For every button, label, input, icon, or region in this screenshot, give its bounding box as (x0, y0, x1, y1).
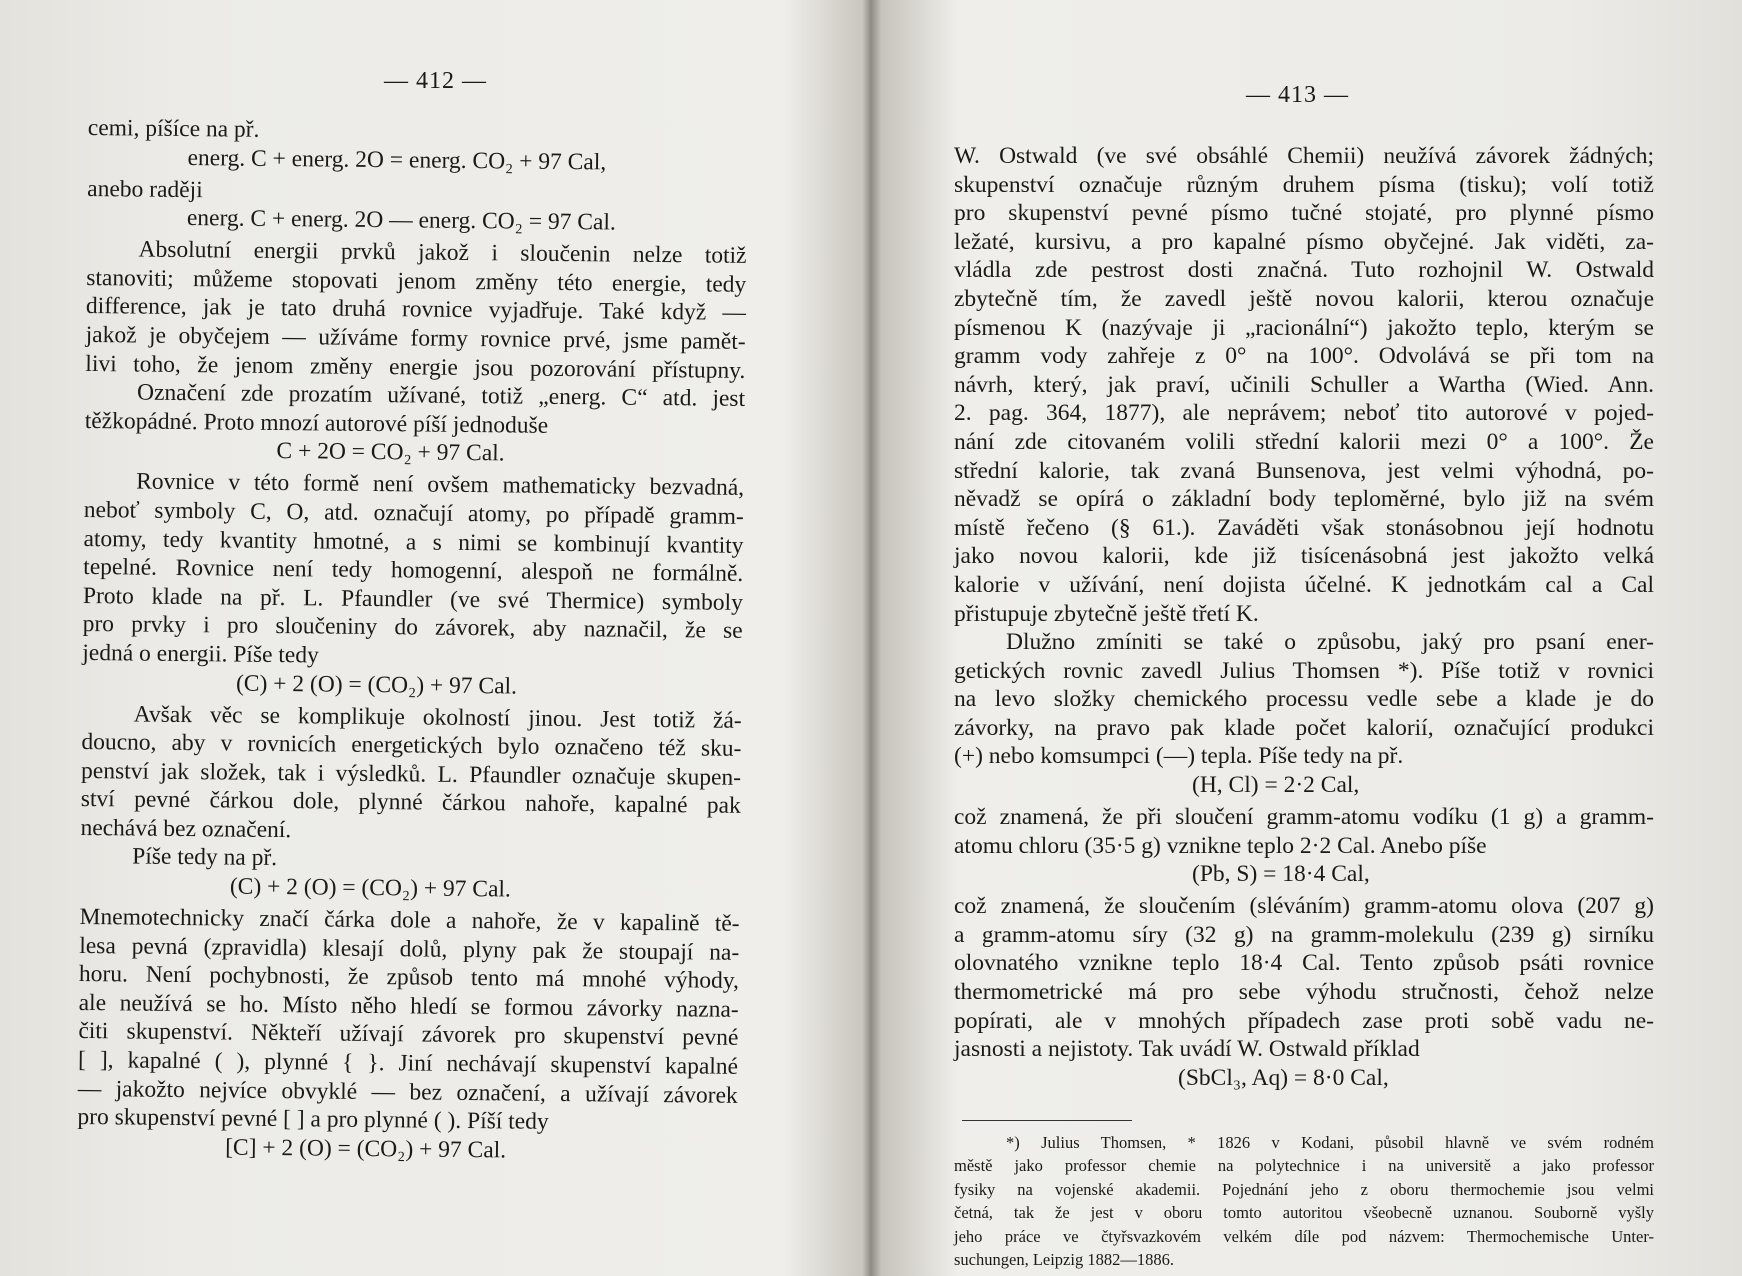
text-line: Označení zde prozatím užívané, totiž „energ. C“ atd. jest (136, 379, 746, 413)
text-line: jasnosti a nejistoty. Tak uvádí W. Ostwald příklad (954, 1036, 1420, 1063)
page-number: — 412 — (384, 68, 487, 94)
text-line: jeho práce ve čtyřsvazkovém velkém díle pod názvem: Thermochemische Unter- (954, 1226, 1654, 1246)
text-line: livi toho, že jenom změny energie jsou pozorování přístupny. (85, 350, 746, 384)
equation-line: [C] + 2 (O) = (CO₂) + 97 Cal. (225, 1134, 507, 1164)
text-line: difference, jak je tato druhá rovnice vyjadřuje. Také když — (85, 293, 747, 327)
text-line: vládla zde pestrost dosti značná. Tuto rozhojnil W. Ostwald (954, 257, 1654, 284)
equation-line: (C) + 2 (O) = (CO₂) + 97 Cal. (235, 670, 518, 700)
text-line: anebo raději (87, 175, 203, 203)
text-line: horu. Není pochybnosti, že způsob tento má mnohé výhody, (78, 961, 740, 995)
left-text-column (77, 114, 748, 1171)
text-line: — jakožto nejvíce obvyklé — bez označení, a užívají závorek (77, 1075, 738, 1109)
text-line: penství jak složek, tak i výsledků. L. Pfaundler označuje skupen- (80, 757, 742, 791)
text-line: fysiky na vojenské akademii. Pojednání jeho z oboru thermochemie jsou velmi (954, 1179, 1654, 1199)
text-line: Proto klade na př. L. Pfaundler (ve své Thermice) symboly (82, 582, 744, 616)
text-line: přistupuje zbytečně ještě třetí K. (954, 600, 1259, 627)
text-line: čiti skupenství. Někteří užívají závorek pro skupenství pevné (78, 1018, 739, 1052)
footnote (954, 1131, 1654, 1272)
text-line: těžkopádné. Proto mnozí autorové píší jednoduše (84, 407, 549, 439)
equation-line: (Pb, S) = 18·4 Cal, (1192, 861, 1370, 888)
text-line: pro skupenství pevné písmo tučné stojaté, pro plynné písmo (954, 200, 1654, 227)
text-line: zbytečně tím, že zavedl ještě novou kalorii, kterou označuje (954, 285, 1654, 312)
text-line: lesa pevná (zpravidla) klesají dolů, plyny pak že stoupají na- (79, 932, 740, 966)
equation-line: (H, Cl) = 2·2 Cal, (1192, 772, 1360, 799)
equation-line: (SbCl₃, Aq) = 8·0 Cal, (1178, 1064, 1389, 1091)
text-line: Dlužno zmíniti se také o způsobu, jaký pro psaní ener- (1006, 629, 1654, 656)
text-line: suchungen, Leipzig 1882—1886. (954, 1250, 1174, 1270)
text-line: getických rovnic zavedl Julius Thomsen *). Píše totiž v rovnici (954, 657, 1654, 684)
text-line: místě řečeno (§ 61.). Zaváděti však stonásobnou její hodnotu (954, 514, 1654, 541)
text-line: pro prvky i pro sloučeniny do závorek, aby naznačil, že se (82, 611, 743, 645)
text-line: thermometrické má pro sebe výhodu stručnosti, čehož nelze (954, 979, 1654, 1006)
text-line: Rovnice v této formě není ovšem mathematicky bezvadná, (136, 468, 745, 502)
text-line: městě jako professor chemie na polytechnice i na universitě a jako professor (954, 1156, 1654, 1176)
text-line: kalorie v užívání, není dojista účelné. K jednotkám cal a Cal (954, 571, 1654, 598)
text-line: jedná o energii. Píše tedy (82, 639, 319, 669)
equation-line: (C) + 2 (O) = (CO₂) + 97 Cal. (229, 873, 512, 903)
text-line: četná, tak že jest v oboru tomto autoritou všeobecně uznanou. Souborně vyšly (954, 1203, 1654, 1223)
text-line: což znamená, že při sloučení gramm-atomu vodíku (1 g) a gramm- (954, 804, 1654, 831)
text-line: jako novou kalorii, kde již tisícenásobná jest jakožto velká (954, 543, 1654, 570)
text-line: *) Julius Thomsen, * 1826 v Kodani, působil hlavně ve svém rodném (1006, 1132, 1654, 1152)
right-page (872, 0, 1742, 1276)
text-line: cemi, píšíce na př. (87, 114, 260, 143)
text-line: střední kalorie, tak zvaná Bunsenova, jest velmi výhodná, po- (954, 457, 1654, 484)
text-line: ale neužívá se ho. Místo něho hledí se formou závorky nazna- (78, 989, 739, 1023)
equation-line: energ. C + energ. 2O — energ. CO₂ = 97 Cal. (186, 205, 616, 236)
text-line: doucno, aby v rovnicích energetických bylo označeno též sku- (81, 729, 742, 762)
text-line: Absolutní energii prvků jakož i sloučenin nelze totiž (138, 236, 747, 270)
text-line: olovnatého vznikne teplo 18·4 Cal. Tento způsob psáti rovnice (954, 950, 1654, 977)
text-line: skupenství označuje různým druhem písma (tisku); volí totiž (954, 171, 1654, 198)
text-line: popírati, ale v mnohých případech zase proti sobě vadu ne- (954, 1007, 1654, 1034)
equation-line: energ. C + energ. 2O = energ. CO₂ + 97 Cal, (187, 144, 607, 176)
page-number: — 413 — (1246, 82, 1349, 108)
text-line: pro skupenství pevné [ ] a pro plynné ( ). Píší tedy (77, 1104, 549, 1136)
text-line: ství pevné čárkou dole, plynné čárkou nahoře, kapalné pak (80, 786, 741, 820)
text-line: jakož je obyčejem — užíváme formy rovnice prvé, jsme pamět- (85, 321, 746, 355)
text-line: nání zde citovaném volili střední kalorii mezi 0° a 100°. Že (954, 428, 1654, 455)
text-line: na levo složky chemického processu vedle sebe a klade je do (954, 686, 1654, 713)
text-line: [ ], kapalné ( ), plynné { }. Jiní nechávají skupenství kapalné (77, 1046, 739, 1080)
text-line: tepelné. Rovnice není tedy homogenní, alespoň ne formálně. (83, 554, 744, 588)
text-line: Avšak věc se komplikuje okolností jinou. Jest totiž žá- (133, 701, 742, 734)
equation-line: C + 2O = CO₂ + 97 Cal. (276, 438, 505, 467)
text-line: stanoviti; můžeme stopovati jenom změny této energie, tedy (86, 264, 747, 298)
text-line: něvadž se opírá o základní body teploměrné, bylo již na svém (954, 486, 1654, 513)
right-body-text (954, 142, 1654, 1096)
text-line: Píše tedy na př. (132, 843, 278, 872)
text-line: gramm vody zahřeje z 0° na 100°. Odvolává se při tom na (954, 343, 1654, 370)
text-line: a gramm-atomu síry (32 g) na gramm-molekulu (239 g) sirníku (954, 921, 1654, 948)
text-line: nechává bez označení. (80, 814, 292, 844)
left-page (0, 0, 860, 1276)
text-line: písmenou K (nazývaje ji „racionální“) jakožto teplo, kterým se (954, 314, 1654, 341)
right-text-column (954, 142, 1654, 1272)
text-line: W. Ostwald (ve své obsáhlé Chemii) neužívá závorek žádných; (954, 143, 1654, 169)
text-line: (+) nebo komsumpci (—) tepla. Píše tedy na př. (954, 743, 1404, 770)
text-line: návrh, který, jak praví, učinili Schuller a Wartha (Wied. Ann. (954, 371, 1654, 398)
text-line: závorky, na pravo pak klade počet kalorií, označující produkci (954, 714, 1654, 741)
footnote-rule (962, 1120, 1132, 1121)
text-line: což znamená, že sloučením (sléváním) gramm-atomu olova (207 g) (954, 893, 1654, 920)
text-line: neboť symboly C, O, atd. označují atomy, po případě gramm- (83, 496, 744, 530)
text-line: Mnemotechnicky značí čárka dole a nahoře, že v kapalině tě- (79, 904, 740, 937)
text-line: atomu chloru (35·5 g) vznikne teplo 2·2 Cal. Anebo píše (954, 832, 1487, 859)
text-line: ležaté, kursivu, a pro kapalné písmo obyčejné. Jak viděti, za- (954, 228, 1654, 255)
text-line: atomy, tedy kvantity hmotné, a s nimi se kombinují kvantity (83, 525, 744, 559)
text-line: 2. pag. 364, 1877), ale neprávem; neboť tito autorové v pojed- (954, 400, 1654, 427)
